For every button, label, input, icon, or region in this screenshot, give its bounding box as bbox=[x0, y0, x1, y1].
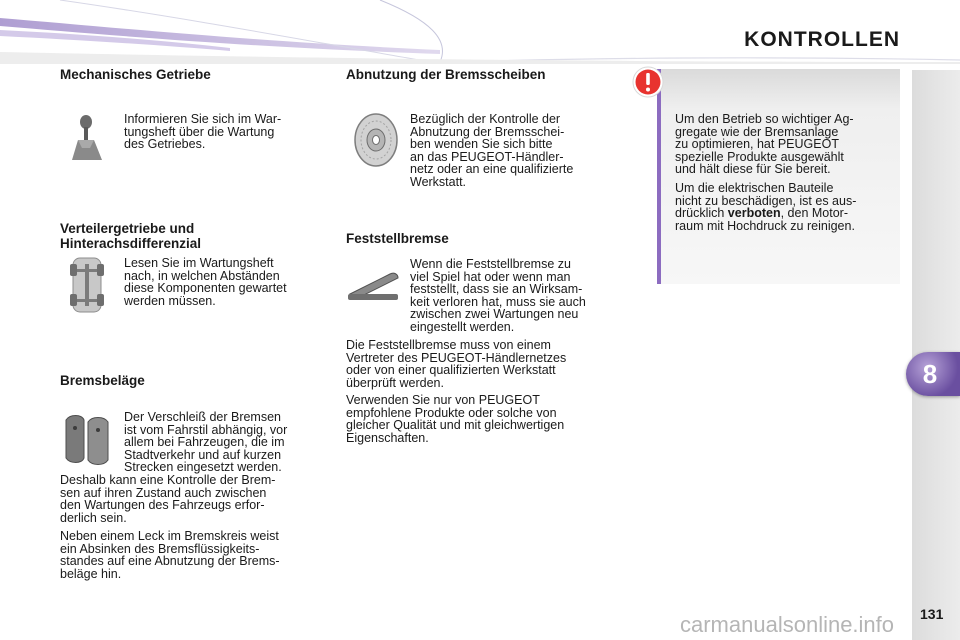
text: drücklich bbox=[675, 206, 728, 221]
line: Lesen Sie im Wartungsheft bbox=[124, 256, 274, 270]
heading-line: Verteilergetriebe und bbox=[60, 221, 195, 236]
line: Die Feststellbremse muss von einem bbox=[346, 338, 551, 352]
line: und hält diese für Sie bereit. bbox=[675, 162, 831, 177]
line: nicht zu beschädigen, ist es aus- bbox=[675, 193, 857, 208]
section-heading-manual-gearbox: Mechanisches Getriebe bbox=[60, 67, 211, 82]
line: Um die elektrischen Bauteile bbox=[675, 180, 834, 195]
line: eingestellt werden. bbox=[410, 319, 515, 334]
line: ein Absinken des Bremsflüssigkeits- bbox=[60, 541, 260, 556]
line: zwischen zwei Wartungen neu bbox=[410, 307, 579, 322]
line: Der Verschleiß der Bremsen bbox=[124, 410, 282, 424]
brake-pads-text-intro bbox=[124, 411, 330, 474]
heading-line: Hinterachsdifferenzial bbox=[60, 236, 202, 251]
line: den Wartungen des Fahrzeugs erfor- bbox=[60, 498, 265, 513]
line: viel Spiel hat oder wenn man bbox=[410, 269, 571, 284]
brake-discs-text bbox=[410, 113, 615, 189]
watermark: carmanualsonline.info bbox=[680, 612, 895, 637]
line: sen auf ihren Zustand auch zwischen bbox=[60, 485, 267, 500]
brake-pads-icon bbox=[62, 410, 112, 466]
line: Abnutzung der Bremsschei- bbox=[410, 124, 565, 139]
callout-paragraph-cleaning bbox=[675, 182, 893, 232]
parking-brake-text-intro bbox=[410, 258, 615, 334]
line: spezielle Produkte ausgewählt bbox=[675, 149, 844, 164]
line: ben wenden Sie sich bitte bbox=[410, 137, 553, 152]
transfer-box-text bbox=[124, 257, 330, 307]
section-heading-brake-pads: Bremsbeläge bbox=[60, 373, 145, 388]
page-number: 131 bbox=[920, 606, 944, 622]
line: Deshalb kann eine Kontrolle der Brem- bbox=[60, 473, 276, 487]
brake-pads-text-continued bbox=[60, 474, 330, 524]
emphasis-forbidden: verboten bbox=[727, 206, 781, 221]
callout-body bbox=[675, 113, 893, 238]
line: Verwenden Sie nur von PEUGEOT bbox=[346, 393, 540, 407]
line: zu optimieren, hat PEUGEOT bbox=[675, 137, 839, 152]
line: standes auf eine Abnutzung der Brems- bbox=[60, 554, 280, 569]
line: Informieren Sie sich im War- bbox=[124, 112, 282, 126]
line: feststellt, dass sie an Wirksam- bbox=[410, 282, 583, 297]
line: Werkstatt. bbox=[410, 174, 467, 189]
line bbox=[675, 207, 893, 220]
line: netz oder an eine qualifizierte bbox=[410, 162, 574, 177]
line: raum mit Hochdruck zu reinigen. bbox=[675, 218, 855, 233]
line: oder von einer qualifizierten Werkstatt bbox=[346, 363, 556, 378]
line: Bezüglich der Kontrolle der bbox=[410, 112, 561, 126]
warning-callout bbox=[657, 69, 900, 284]
line: Neben einem Leck im Bremskreis weist bbox=[60, 529, 279, 543]
parking-brake-text-dealer bbox=[346, 339, 615, 389]
line: Stadtverkehr und auf kurzen bbox=[124, 447, 282, 462]
line: beläge hin. bbox=[60, 566, 122, 581]
chapter-tab[interactable]: 8 bbox=[906, 352, 960, 396]
brake-disc-icon bbox=[352, 112, 400, 168]
line: nach, in welchen Abständen bbox=[124, 268, 280, 283]
line: werden müssen. bbox=[124, 293, 216, 308]
line: Eigenschaften. bbox=[346, 430, 429, 445]
manual-gearbox-text bbox=[124, 113, 330, 151]
section-heading-parking-brake: Feststellbremse bbox=[346, 231, 449, 246]
line: Vertreter des PEUGEOT-Händlernetzes bbox=[346, 350, 567, 365]
line: empfohlene Produkte oder solche von bbox=[346, 405, 557, 420]
parking-brake-text-products bbox=[346, 394, 615, 444]
line: des Getriebes. bbox=[124, 137, 206, 152]
parking-brake-lever-icon bbox=[346, 268, 402, 304]
line: keit verloren hat, muss sie auch bbox=[410, 294, 586, 309]
gear-shift-icon bbox=[64, 112, 108, 164]
line: derlich sein. bbox=[60, 510, 127, 525]
line: Strecken eingesetzt werden. bbox=[124, 460, 282, 475]
line: an das PEUGEOT-Händler- bbox=[410, 149, 564, 164]
section-heading-brake-discs: Abnutzung der Bremsscheiben bbox=[346, 67, 546, 82]
line: ist vom Fahrstil abhängig, vor bbox=[124, 422, 288, 437]
line: gleicher Qualität und mit gleichwertigen bbox=[346, 418, 565, 433]
line: diese Komponenten gewartet bbox=[124, 281, 287, 296]
line: überprüft werden. bbox=[346, 375, 444, 390]
line: Um den Betrieb so wichtiger Ag- bbox=[675, 112, 854, 126]
text: , den Motor- bbox=[780, 206, 848, 221]
line: Wenn die Feststellbremse zu bbox=[410, 257, 571, 271]
line: tungsheft über die Wartung bbox=[124, 124, 275, 139]
warning-icon bbox=[632, 66, 664, 98]
section-heading-transfer-box bbox=[60, 221, 201, 251]
callout-paragraph-products bbox=[675, 113, 893, 176]
line: gregate wie der Bremsanlage bbox=[675, 124, 839, 139]
vehicle-chassis-icon bbox=[70, 256, 104, 314]
brake-pads-text-leak bbox=[60, 530, 330, 580]
line: allem bei Fahrzeugen, die im bbox=[124, 435, 285, 450]
page-title: KONTROLLEN bbox=[744, 28, 900, 51]
